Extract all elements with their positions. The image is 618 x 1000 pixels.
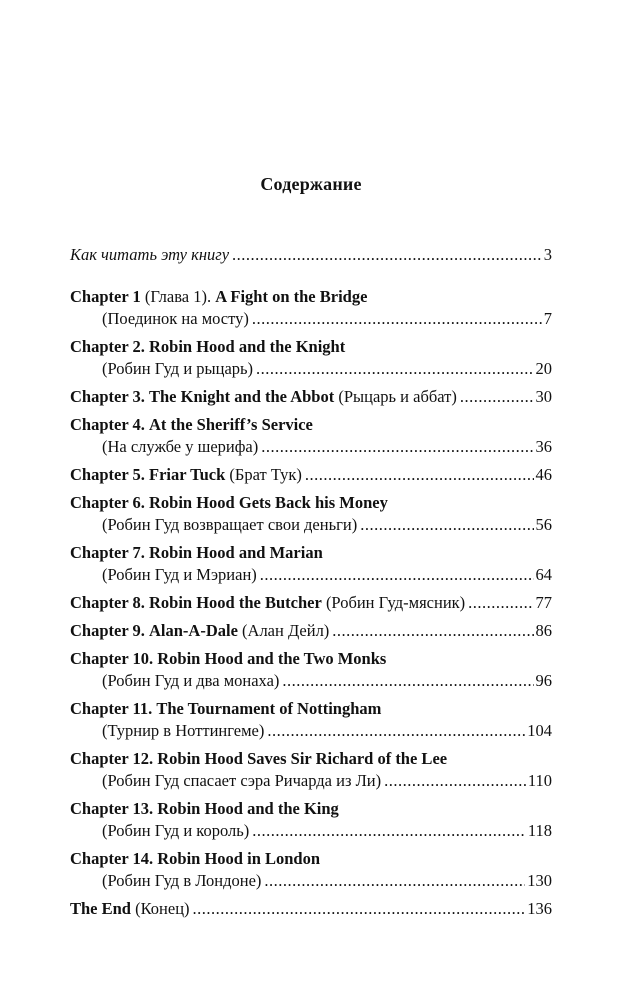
chapter-title: Robin Hood and the Knight — [149, 337, 346, 356]
chapter-label: Chapter 13. — [70, 799, 154, 818]
toc-entry-chapter-12[interactable] — [70, 748, 552, 792]
toc-entry-chapter-10[interactable] — [70, 648, 552, 692]
toc-page-number: 36 — [535, 437, 552, 456]
chapter-ru-title: (Алан Дейл) — [242, 621, 330, 640]
toc-entry-intro[interactable] — [70, 244, 552, 266]
chapter-title: Robin Hood and the Two Monks — [157, 649, 387, 668]
chapter-ru-title: (Турнир в Ноттингеме) — [102, 721, 265, 740]
dot-leader — [360, 514, 533, 536]
dot-leader — [468, 592, 533, 614]
chapter-title: Robin Hood and Marian — [149, 543, 323, 562]
chapter-title: The Tournament of Nottingham — [156, 699, 382, 718]
chapter-label: Chapter 12. — [70, 749, 154, 768]
chapter-title: Robin Hood Gets Back his Money — [149, 493, 388, 512]
toc-page-number: 136 — [527, 899, 552, 918]
chapter-label: Chapter 9. — [70, 621, 145, 640]
dot-leader — [193, 898, 526, 920]
dot-leader — [332, 620, 533, 642]
toc-page-number: 20 — [535, 359, 552, 378]
chapter-title: Robin Hood in London — [157, 849, 321, 868]
dot-leader — [384, 770, 526, 792]
chapter-label: Chapter 10. — [70, 649, 154, 668]
chapter-label: Chapter 5. — [70, 465, 145, 484]
page-title: Содержание — [260, 174, 362, 194]
toc-page-number: 104 — [527, 721, 552, 740]
chapter-ru-title: (Робин Гуд и рыцарь) — [102, 359, 254, 378]
chapter-title: The Knight and the Abbot — [149, 387, 335, 406]
chapter-title: Robin Hood the Butcher — [149, 593, 322, 612]
toc-entry-chapter-14[interactable] — [70, 848, 552, 892]
toc-entry-chapter-7[interactable] — [70, 542, 552, 586]
toc-page-number: 30 — [535, 387, 552, 406]
toc-entry-chapter-4[interactable] — [70, 414, 552, 458]
dot-leader — [460, 386, 534, 408]
dot-leader — [305, 464, 534, 486]
toc-page-number: 77 — [535, 593, 552, 612]
dot-leader — [232, 244, 542, 266]
dot-leader — [252, 820, 526, 842]
dot-leader — [252, 308, 542, 330]
chapter-ru-title: (Робин Гуд возвращает свои деньги) — [102, 515, 358, 534]
chapter-label: Chapter 14. — [70, 849, 154, 868]
chapter-label: Chapter 8. — [70, 593, 145, 612]
toc-list — [70, 244, 552, 920]
chapter-title: Robin Hood Saves Sir Richard of the Lee — [157, 749, 448, 768]
chapter-title: Robin Hood and the King — [157, 799, 339, 818]
chapter-label: Chapter 7. — [70, 543, 145, 562]
chapter-ru-title: (Робин Гуд в Лондоне) — [102, 871, 262, 890]
toc-entry-chapter-5[interactable] — [70, 464, 552, 486]
toc-page-number: 46 — [535, 465, 552, 484]
chapter-sub: (Глава 1). — [140, 287, 216, 306]
toc-entry-chapter-6[interactable] — [70, 492, 552, 536]
toc-page-number: 96 — [535, 671, 552, 690]
dot-leader — [256, 358, 533, 380]
chapter-title: Alan-A-Dale — [149, 621, 238, 640]
toc-entry-chapter-3[interactable] — [70, 386, 552, 408]
toc-entry-chapter-1[interactable] — [70, 286, 552, 330]
chapter-ru-title: (Рыцарь и аббат) — [338, 387, 457, 406]
toc-page-number: 7 — [543, 309, 552, 328]
dot-leader — [267, 720, 525, 742]
chapter-ru-title: (Робин Гуд-мясник) — [325, 593, 466, 612]
chapter-ru-title: (На службе у шерифа) — [102, 437, 259, 456]
chapter-title: At the Sheriff’s Service — [149, 415, 313, 434]
chapter-label: Chapter 1 — [70, 287, 141, 306]
chapter-ru-title: (Конец) — [135, 899, 190, 918]
toc-entry-chapter-11[interactable] — [70, 698, 552, 742]
chapter-ru-title: (Брат Тук) — [229, 465, 302, 484]
chapter-title: Friar Tuck — [149, 465, 226, 484]
toc-page-number: 3 — [543, 245, 552, 264]
dot-leader — [282, 670, 533, 692]
toc-page-number: 110 — [527, 771, 552, 790]
chapter-ru-title: (Робин Гуд и два монаха) — [102, 671, 280, 690]
dot-leader — [264, 870, 525, 892]
toc-page-number: 64 — [535, 565, 552, 584]
table-of-contents-page — [70, 0, 552, 1000]
toc-page-number: 86 — [535, 621, 552, 640]
toc-entry-text: Как читать эту книгу — [70, 245, 230, 264]
toc-entry-chapter-13[interactable] — [70, 798, 552, 842]
dot-leader — [261, 436, 533, 458]
toc-page-number: 118 — [527, 821, 552, 840]
chapter-title: A Fight on the Bridge — [215, 287, 368, 306]
chapter-label: Chapter 6. — [70, 493, 145, 512]
chapter-ru-title: (Робин Гуд спасает сэра Ричарда из Ли) — [102, 771, 382, 790]
chapter-label: Chapter 2. — [70, 337, 145, 356]
toc-entry-chapter-9[interactable] — [70, 620, 552, 642]
chapter-label: Chapter 4. — [70, 415, 145, 434]
chapter-ru-title: (Робин Гуд и король) — [102, 821, 250, 840]
chapter-label: Chapter 3. — [70, 387, 145, 406]
dot-leader — [260, 564, 534, 586]
chapter-label: Chapter 11. — [70, 699, 153, 718]
toc-page-number: 130 — [527, 871, 552, 890]
chapter-title: The End — [70, 899, 131, 918]
toc-entry-the-end[interactable] — [70, 898, 552, 920]
chapter-ru-title: (Поединок на мосту) — [102, 309, 249, 328]
chapter-ru-title: (Робин Гуд и Мэриан) — [102, 565, 257, 584]
toc-entry-chapter-2[interactable] — [70, 336, 552, 380]
toc-page-number: 56 — [535, 515, 552, 534]
toc-entry-chapter-8[interactable] — [70, 592, 552, 614]
